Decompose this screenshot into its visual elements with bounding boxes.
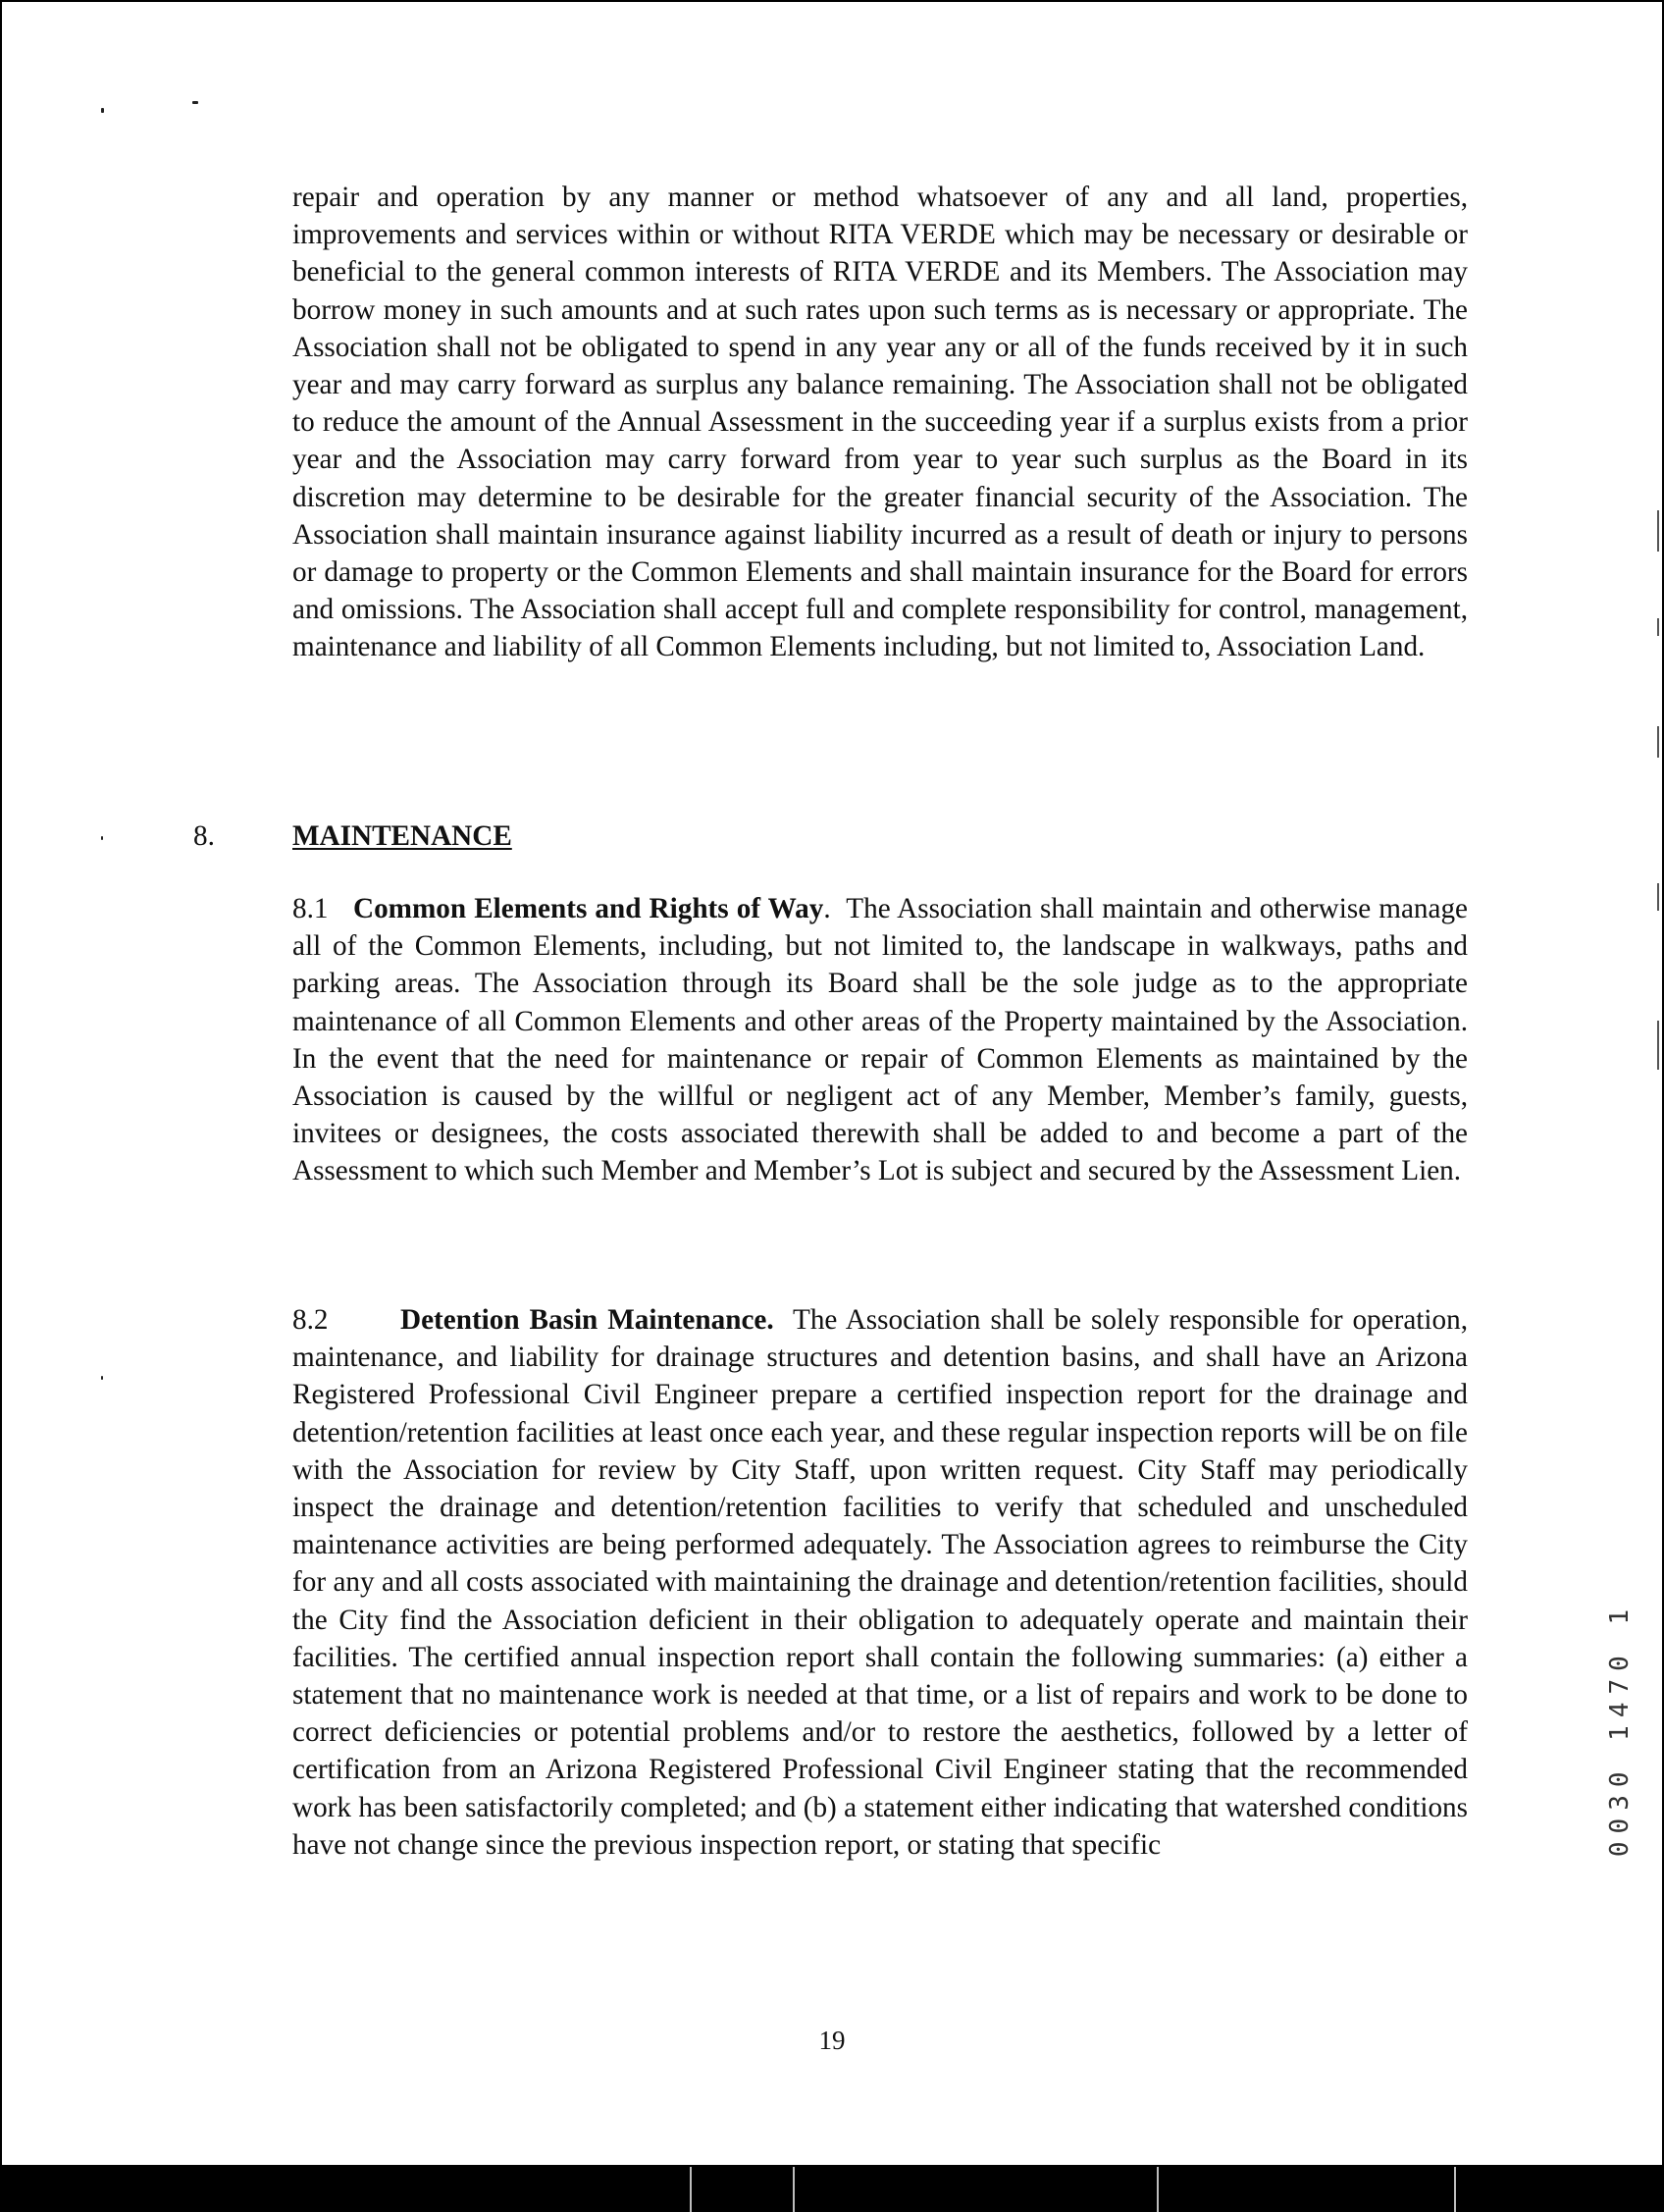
scan-speck [192, 101, 198, 104]
subsection-body: The Association shall be solely responsible for operation, maintenance, and liability for drainage structures and detention basins, and shall have an Arizona Registered Professional Civil Engineer prepare a certified inspection report for the drainage and detention/retention facilities at least once each year, and these regular inspection reports will be on file with the Association for review by City Staff, upon written request. City Staff may periodically inspect the drainage and detention/retention facilities to verify that scheduled and unscheduled maintenance activities are being performed adequately. The Association agrees to reimburse the City for any and all costs associated with maintaining the drainage and detention/retention facilities, should the City find the Association deficient in their obligation to adequately operate and maintain their facilities. The certified annual inspection report shall contain the following summaries: (a) either a statement that no maintenance work is needed at that time, or a list of repairs and work to be done to correct deficiencies or potential problems and/or to restore the aesthetics, followed by a letter of certification from an Arizona Registered Professional Civil Engineer stating that the recommended work has been satisfactorily completed; and (b) a statement either indicating that watershed conditions have not change since the previous inspection report, or stating that specific [292, 1304, 1468, 1861]
section-heading: MAINTENANCE [292, 820, 512, 852]
subsection-number: 8.2 [292, 1304, 329, 1336]
scan-mark [1657, 618, 1659, 636]
subsection-title-punct: . [823, 893, 831, 924]
scan-mark [1657, 510, 1659, 552]
scan-margin-marks [1657, 471, 1659, 1080]
scan-border-left [0, 0, 2, 2212]
scan-mark [1657, 883, 1659, 911]
scan-mark [1657, 726, 1659, 758]
section-number: 8. [193, 820, 215, 852]
subsection-title: Common Elements and Rights of Way [353, 893, 824, 924]
subsection-title: Detention Basin Maintenance. [400, 1304, 774, 1336]
subsection-8-1 [292, 890, 1468, 1190]
scan-tick [1157, 2167, 1159, 2212]
continuation-paragraph: repair and operation by any manner or method whatsoever of any and all land, properties, improvements and services within or without RITA VERDE which may be necessary or desirable or beneficial to the general common interests of RITA VERDE and its Members. The Association may borrow money in such amounts and at such rates upon such terms as is necessary or appropriate. The Association shall not be obligated to spend in any year any or all of the funds received by it in such year and may carry forward as surplus any balance remaining. The Association shall not be obligated to reduce the amount of the Annual Assessment in the succeeding year if a surplus exists from a prior year and the Association may carry forward from year to year such surplus as the Board in its discretion may determine to be desirable for the greater financial security of the Association. The Association shall maintain insurance against liability incurred as a result of death or injury to persons or damage to property or the Common Elements and shall maintain insurance for the Board for errors and omissions. The Association shall accept full and complete responsibility for control, management, maintenance and liability of all Common Elements including, but not limited to, Association Land. [292, 182, 1468, 663]
scan-border-top [0, 0, 1664, 2]
subsection-number: 8.1 [292, 893, 329, 924]
scan-bottom-band [0, 2165, 1664, 2212]
subsection-body: The Association shall maintain and otherwise manage all of the Common Elements, including, but not limited to, the landscape in walkways, paths and parking areas. The Association through its Board shall be the sole judge as to the appropriate maintenance of all Common Elements and other areas of the Property maintained by the Association. In the event that the need for maintenance or repair of Common Elements as maintained by the Association is caused by the willful or negligent act of any Member, Member’s family, guests, invitees or designees, the costs associated therewith shall be added to and become a part of the Assessment to which such Member and Member’s Lot is subject and secured by the Assessment Lien. [292, 893, 1468, 1187]
scan-tick [1454, 2167, 1456, 2212]
scan-tick [793, 2167, 795, 2212]
side-stamp-text: 0030 1470 1 [1605, 1601, 1635, 1858]
page-number: 19 [818, 2026, 846, 2055]
scan-speck [101, 108, 104, 113]
side-stamp [1603, 1553, 1637, 1906]
scan-speck [101, 1376, 103, 1380]
scan-mark [1657, 1021, 1659, 1070]
scan-speck [101, 836, 103, 840]
subsection-8-2 [292, 1301, 1468, 1864]
scan-tick [690, 2167, 692, 2212]
